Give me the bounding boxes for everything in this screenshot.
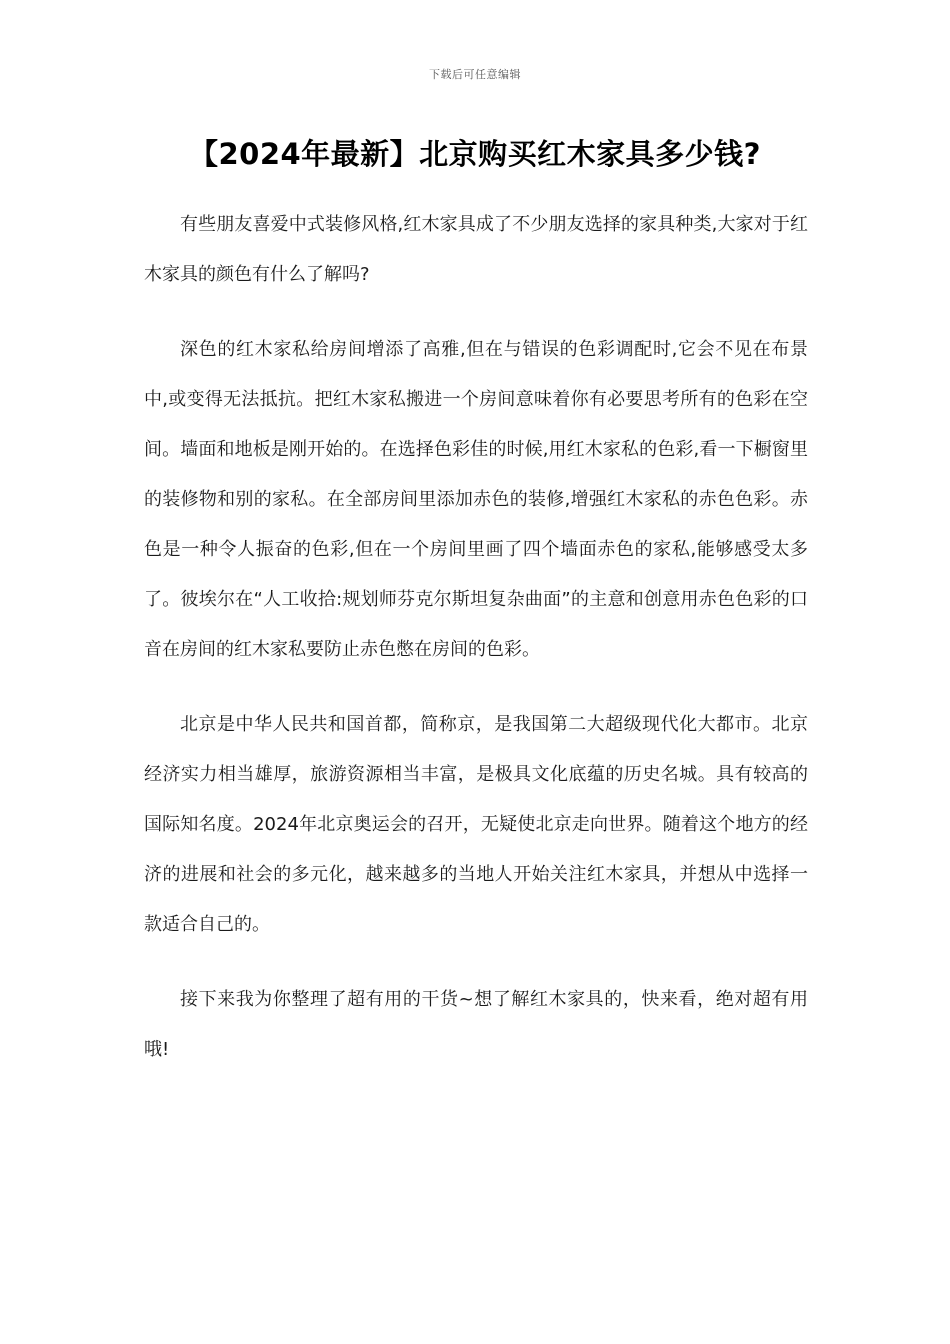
paragraph-intro: 有些朋友喜爱中式装修风格,红木家具成了不少朋友选择的家具种类,大家对于红木家具的颜色有什么了解吗?	[144, 214, 808, 285]
document-body	[144, 200, 808, 1100]
document-title: 【2024年最新】北京购买红木家具多少钱?	[188, 137, 762, 171]
page-header-note: 下载后可任意编辑	[429, 68, 521, 81]
paragraph-beijing: 北京是中华人民共和国首都，简称京，是我国第二大超级现代化大都市。北京经济实力相当雄厚，旅游资源相当丰富，是极具文化底蕴的历史名城。具有较高的国际知名度。2024年北京奥运会的召开，无疑使北京走向世界。随着这个地方的经济的进展和社会的多元化，越来越多的当地人开始关注红木家具，并想从中选择一款适合自己的。	[144, 714, 808, 935]
paragraph-closing: 接下来我为你整理了超有用的干货~想了解红木家具的，快来看，绝对超有用哦!	[144, 989, 808, 1060]
paragraph-color: 深色的红木家私给房间增添了高雅,但在与错误的色彩调配时,它会不见在布景中,或变得无法抵抗。把红木家私搬进一个房间意味着你有必要思考所有的色彩在空间。墙面和地板是刚开始的。在选择色彩佳的时候,用红木家私的色彩,看一下橱窗里的装修物和别的家私。在全部房间里添加赤色的装修,增强红木家私的赤色色彩。赤色是一种令人振奋的色彩,但在一个房间里画了四个墙面赤色的家私,能够感受太多了。彼埃尔在“人工收拾:规划师芬克尔斯坦复杂曲面”的主意和创意用赤色色彩的口音在房间的红木家私要防止赤色憋在房间的色彩。	[144, 339, 808, 660]
